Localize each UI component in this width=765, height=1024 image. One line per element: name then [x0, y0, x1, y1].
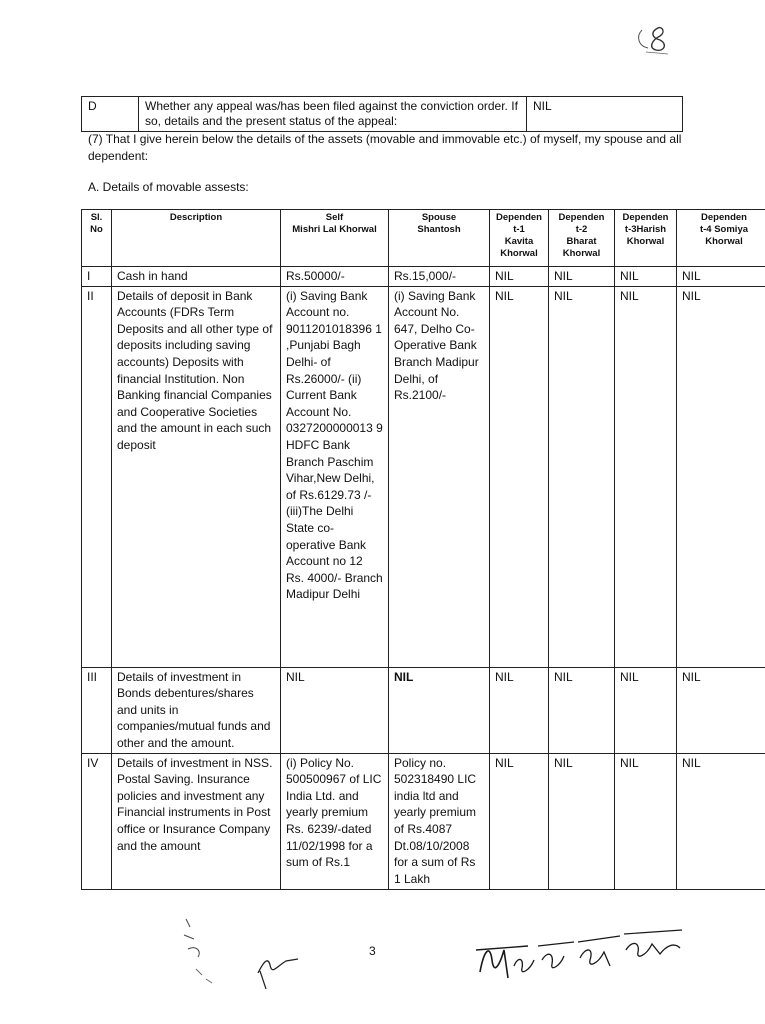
cell-description: Details of investment in NSS. Postal Saving. Insurance policies and investment any Financial instruments in Post office or Insurance Company and the amount	[112, 753, 281, 889]
handwritten-page-mark	[634, 18, 674, 58]
header-dependent-1: Dependen t-1 Kavita Khorwal	[490, 210, 549, 267]
header-sl-no: Sl. No	[82, 210, 112, 267]
cell-dep1: NIL	[490, 267, 549, 287]
cell-spouse: (i) Saving Bank Account No. 647, Delho Co-Operative Bank Branch Madipur Delhi, of Rs.2100/-	[389, 286, 490, 667]
table-row	[82, 286, 765, 667]
cell-dep2: NIL	[549, 753, 615, 889]
cell-dep2: NIL	[549, 667, 615, 753]
cell-spouse: NIL	[389, 667, 490, 753]
cell-self: NIL	[281, 667, 389, 753]
cell-dep3: NIL	[615, 267, 677, 287]
cell-dep2: NIL	[549, 286, 615, 667]
cell-sl: IV	[82, 753, 112, 889]
cell-dep1: NIL	[490, 753, 549, 889]
header-dependent-4: Dependen t-4 Somiya Khorwal	[677, 210, 765, 267]
page-number: 3	[369, 944, 376, 958]
cell-self: (i) Saving Bank Account no. 9011201018396 1 ,Punjabi Bagh Delhi- of Rs.26000/- (ii) Current Bank Account No. 0327200000013 9 HDFC Bank Branch Paschim Vihar,New Delhi, of Rs.6129.73 /- (iii)The Delhi State co-operative Bank Account no 12 Rs. 4000/- Branch Madipur Delhi	[281, 286, 389, 667]
cell-dep4: NIL	[677, 267, 765, 287]
header-dependent-3: Dependen t-3Harish Khorwal	[615, 210, 677, 267]
table-row	[82, 753, 765, 889]
cell-spouse: Policy no. 502318490 LIC india ltd and yearly premium of Rs.4087 Dt.08/10/2008 for a sum of Rs 1 Lakh	[389, 753, 490, 889]
cell-dep3: NIL	[615, 286, 677, 667]
cell-dep2: NIL	[549, 267, 615, 287]
table-header-row	[82, 210, 765, 267]
header-description: Description	[112, 210, 281, 267]
paragraph-7: (7) That I give herein below the details of the assets (movable and immovable etc.) of myself, my spouse and all dependent:	[88, 132, 682, 163]
appeal-question: Whether any appeal was/has been filed against the conviction order. If so, details and the present status of the appeal:	[139, 97, 527, 132]
cell-dep4: NIL	[677, 286, 765, 667]
cell-description: Details of investment in Bonds debentures/shares and units in companies/mutual funds and other and the amount.	[112, 667, 281, 753]
cell-dep3: NIL	[615, 753, 677, 889]
header-self: Self Mishri Lal Khorwal	[281, 210, 389, 267]
appeal-table	[81, 96, 683, 132]
handwritten-signature-right	[470, 920, 690, 990]
cell-description: Details of deposit in Bank Accounts (FDRs Term Deposits and all other type of deposits including saving accounts) Deposits with financial Institution. Non Banking financial Companies and Cooperative Societies and the amount in each such deposit	[112, 286, 281, 667]
cell-spouse: Rs.15,000/-	[389, 267, 490, 287]
appeal-answer: NIL	[527, 97, 683, 132]
section-a-title: A. Details of movable assests:	[88, 180, 249, 194]
cell-self: (i) Policy No. 500500967 of LIC India Ltd. and yearly premium Rs. 6239/-dated 11/02/1998 for a sum of Rs.1	[281, 753, 389, 889]
cell-sl: II	[82, 286, 112, 667]
handwritten-signature-left	[176, 905, 306, 995]
appeal-row	[82, 97, 683, 132]
cell-sl: III	[82, 667, 112, 753]
appeal-label: D	[82, 97, 139, 132]
header-dependent-2: Dependen t-2 Bharat Khorwal	[549, 210, 615, 267]
cell-dep3: NIL	[615, 667, 677, 753]
cell-dep4: NIL	[677, 667, 765, 753]
cell-dep1: NIL	[490, 286, 549, 667]
movable-assets-table	[81, 209, 765, 890]
cell-description: Cash in hand	[112, 267, 281, 287]
header-spouse: Spouse Shantosh	[389, 210, 490, 267]
cell-dep4: NIL	[677, 753, 765, 889]
cell-sl: I	[82, 267, 112, 287]
cell-self: Rs.50000/-	[281, 267, 389, 287]
cell-dep1: NIL	[490, 667, 549, 753]
table-row	[82, 667, 765, 753]
table-row	[82, 267, 765, 287]
